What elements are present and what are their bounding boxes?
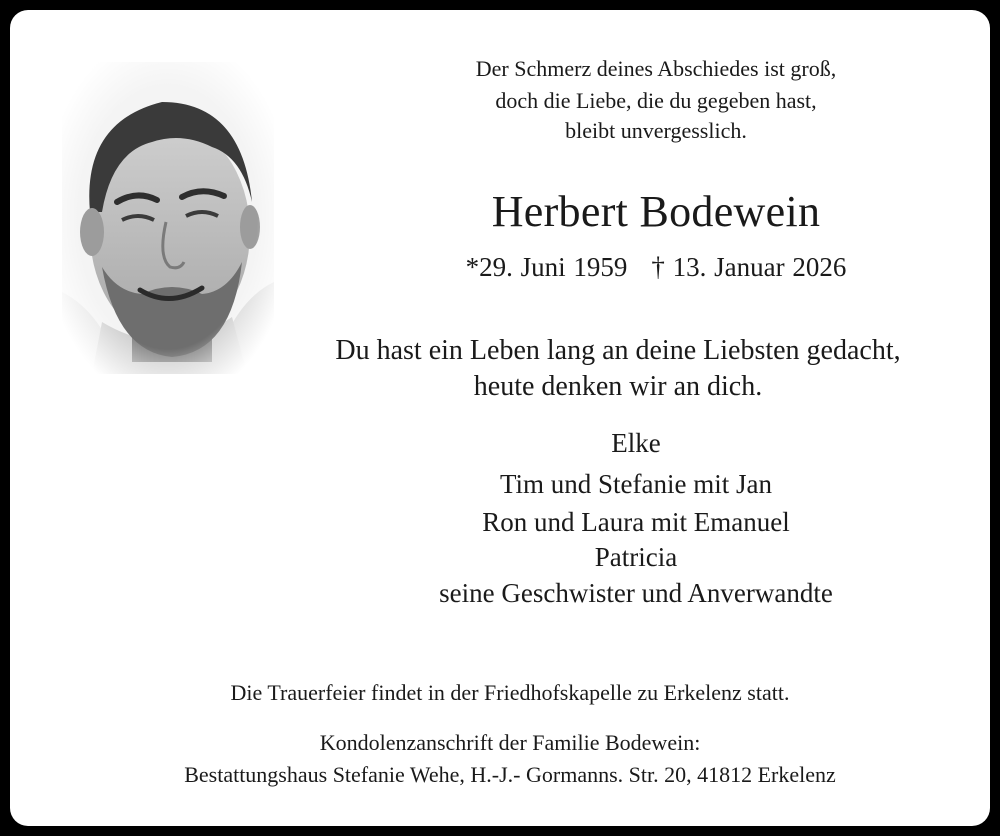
life-dates [306, 254, 990, 281]
verse-line-3: bleibt unvergesslich. [565, 118, 747, 143]
condolence-heading: Kondolenzanschrift der Familie Bodewein: [319, 730, 701, 755]
verse-line-1: Der Schmerz deines Abschiedes ist groß, [475, 56, 837, 81]
motto-line-1: Du hast ein Leben lang an deine Liebsten gedacht, [335, 335, 901, 366]
mourner-3: Ron und Laura mit Emanuel [482, 507, 790, 537]
condolence-address: Bestattungshaus Stefanie Wehe, H.-J.- Gormanns. Str. 20, 41812 Erkelenz [184, 762, 836, 787]
ceremony-notice: Die Trauerfeier findet in der Friedhofskapelle zu Erkelenz statt. [230, 680, 790, 705]
mourner-5: seine Geschwister und Anverwandte [439, 578, 833, 608]
obituary-card [10, 10, 990, 826]
motto-line-2: heute denken wir an dich. [473, 371, 763, 402]
mourner-2: Tim und Stefanie mit Jan [499, 469, 772, 499]
portrait-photo [62, 62, 274, 374]
birth-date: *29. Juni 1959 [465, 252, 628, 282]
mourner-1: Elke [611, 428, 661, 458]
death-date: † 13. Januar 2026 [651, 252, 847, 282]
mourner-4: Patricia [594, 542, 678, 572]
verse-line-2: doch die Liebe, die du gegeben hast, [495, 88, 817, 113]
deceased-name: Herbert Bodewein [491, 187, 821, 236]
